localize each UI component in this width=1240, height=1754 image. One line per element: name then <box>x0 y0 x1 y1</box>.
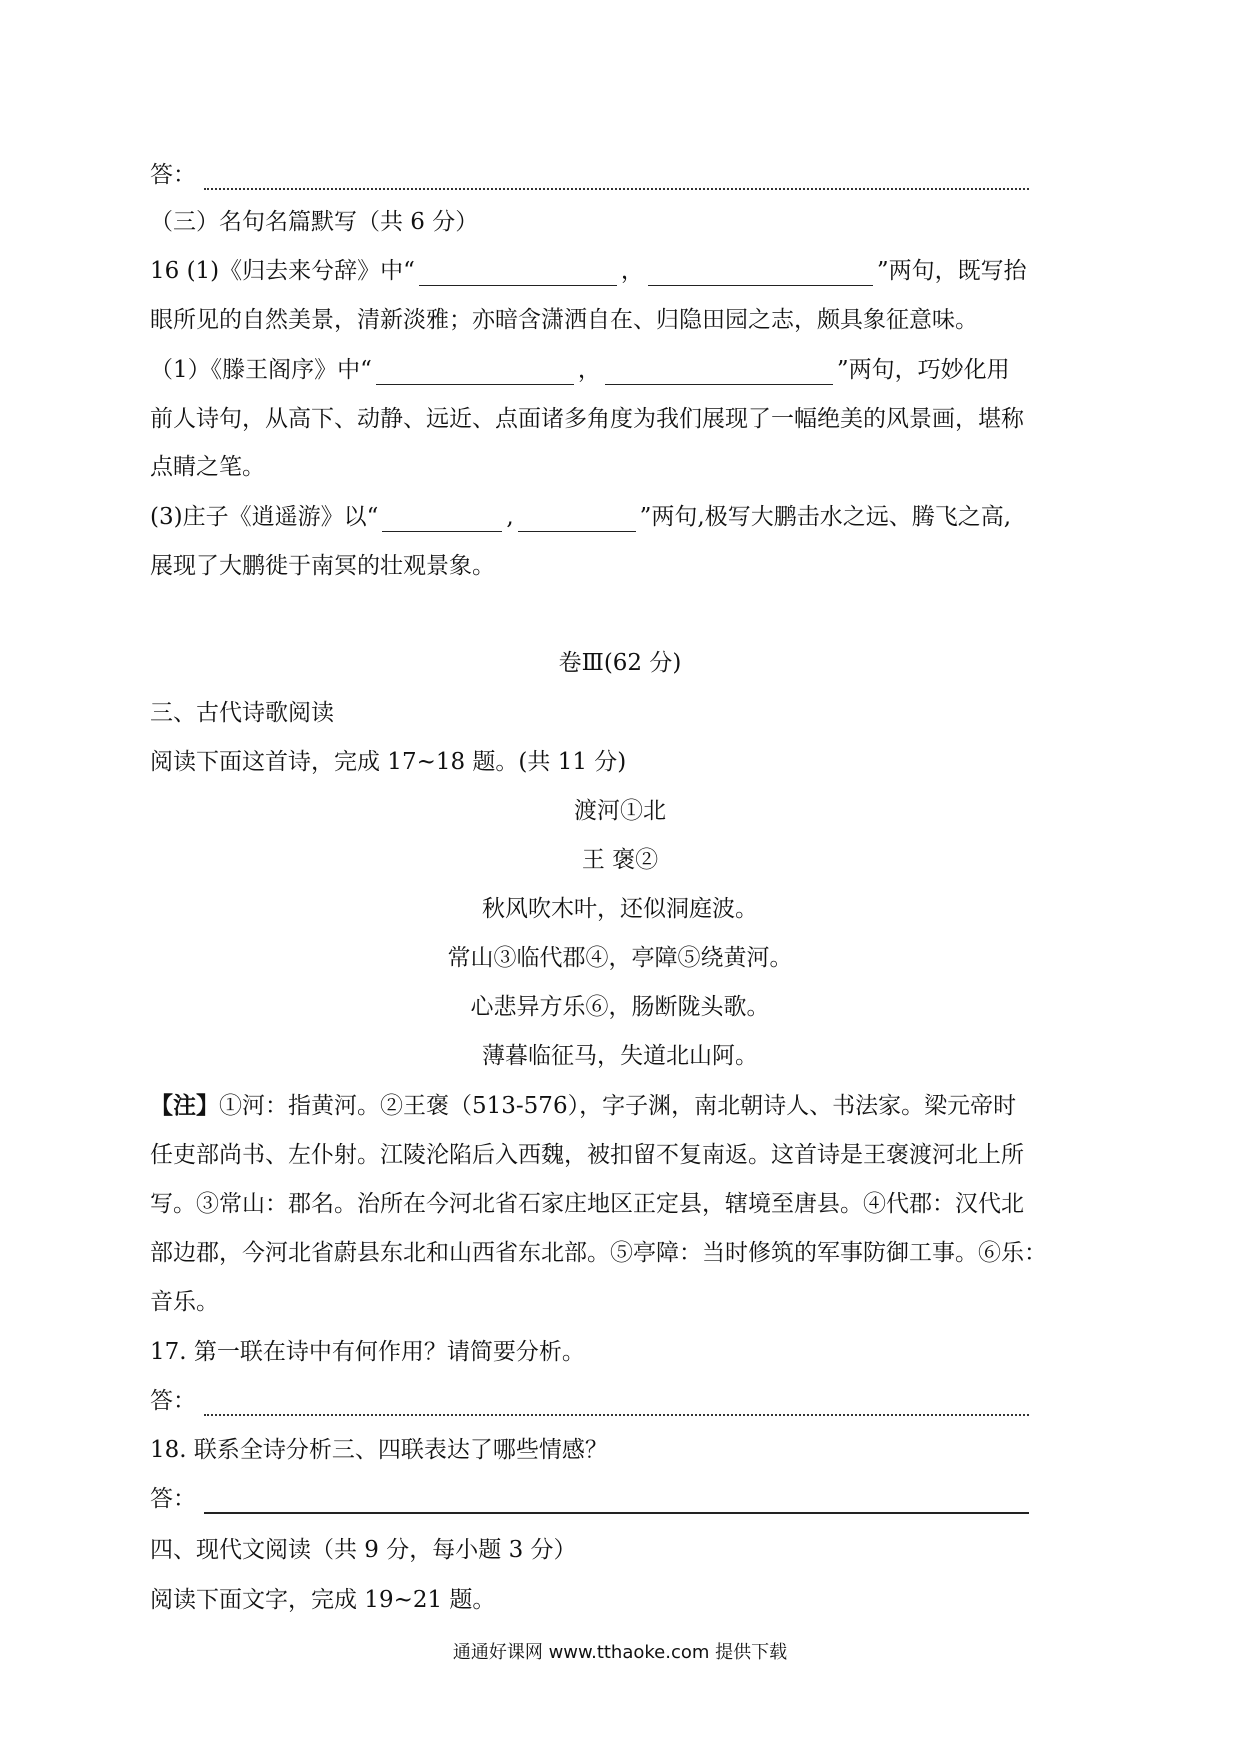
q18-answer-row <box>150 1484 1029 1514</box>
notes-label: 【注】 <box>150 1092 219 1119</box>
notes-line-3: 写。③常山：郡名。治所在今河北省石家庄地区正定县，辖境至唐县。④代郡：汉代北 <box>150 1191 1024 1217</box>
q18-answer-blank[interactable] <box>204 1492 1029 1514</box>
q16-part3-blank-a[interactable] <box>382 509 502 532</box>
q17-answer-row <box>150 1386 1029 1416</box>
part4-intro: 阅读下面文字，完成 19~21 题。 <box>150 1587 496 1613</box>
q16-part1-blank-a[interactable] <box>419 263 617 286</box>
answer-label: 答： <box>150 1388 196 1414</box>
q16-part3-line2: 展现了大鹏徙于南冥的壮观景象。 <box>150 553 495 579</box>
q16-part2-line3: 点睛之笔。 <box>150 454 265 480</box>
poem-line-1: 秋风吹木叶，还似洞庭波。 <box>482 896 758 922</box>
part3-heading: 三、古代诗歌阅读 <box>150 700 334 726</box>
q16-part2-blank-a[interactable] <box>376 362 574 385</box>
poem-line-3: 心悲异方乐⑥，肠断陇头歌。 <box>470 994 770 1020</box>
poem-intro: 阅读下面这首诗，完成 17~18 题。(共 11 分) <box>150 749 627 775</box>
notes-text-1: ①河：指黄河。②王褒（513-576），字子渊，南北朝诗人、书法家。梁元帝时 <box>219 1093 1017 1119</box>
answer-label: 答： <box>150 162 196 188</box>
q17-answer-blank[interactable] <box>204 1394 1029 1416</box>
part4-heading: 四、现代文阅读（共 9 分，每小题 3 分） <box>150 1537 577 1563</box>
poem-title: 渡河①北 <box>574 798 666 824</box>
answer-row <box>150 160 1029 190</box>
q16-comma-1: ， <box>620 258 644 284</box>
volume3-title: 卷Ⅲ(62 分) <box>558 650 682 676</box>
q16-part2 <box>150 355 1010 385</box>
q16-part2-line2: 前人诗句，从高下、动静、远近、点面诸多角度为我们展现了一幅绝美的风景画，堪称 <box>150 406 1024 432</box>
section3-title: （三）名句名篇默写（共 6 分） <box>150 209 479 235</box>
q16-part3-prefix: (3)庄子《逍遥游》以“ <box>150 504 379 530</box>
notes-line-5: 音乐。 <box>150 1289 219 1315</box>
q18: 18. 联系全诗分析三、四联表达了哪些情感？ <box>150 1437 608 1463</box>
q16-part1-blank-b[interactable] <box>648 263 873 286</box>
notes-line-2: 任吏部尚书、左仆射。江陵沦陷后入西魏，被扣留不复南返。这首诗是王褒渡河北上所 <box>150 1142 1024 1168</box>
poem-line-4: 薄暮临征马，失道北山阿。 <box>482 1043 758 1069</box>
q16-part3-blank-b[interactable] <box>518 509 636 532</box>
answer-blank[interactable] <box>204 168 1029 190</box>
q16-part3-suffix: ”两句,极写大鹏击水之远、腾飞之高, <box>639 504 1012 530</box>
answer-label: 答： <box>150 1486 196 1512</box>
notes-line-4: 部边郡，今河北省蔚县东北和山西省东北部。⑤亭障：当时修筑的军事防御工事。⑥乐： <box>150 1240 1047 1266</box>
q16-part3-comma: , <box>506 504 514 530</box>
q16-part1-suffix: ”两句，既写抬 <box>876 258 1027 284</box>
q16-part1 <box>150 256 1027 286</box>
q16-part3 <box>150 502 1011 532</box>
footer-watermark: 通通好课网 www.tthaoke.com 提供下载 <box>452 1642 788 1663</box>
q16-part2-suffix: ”两句，巧妙化用 <box>836 357 1010 383</box>
poem-line-2: 常山③临代郡④，亭障⑤绕黄河。 <box>447 945 793 971</box>
q16-comma-2: ， <box>577 357 601 383</box>
poem-author: 王 褒② <box>581 847 659 873</box>
q16-part1-prefix: 16 (1)《归去来兮辞》中“ <box>150 258 415 284</box>
q16-part2-prefix: （1）《滕王阁序》中“ <box>150 357 372 383</box>
q17: 17. 第一联在诗中有何作用？请简要分析。 <box>150 1339 585 1365</box>
q16-part2-blank-b[interactable] <box>605 362 833 385</box>
q16-part1-line2: 眼所见的自然美景，清新淡雅；亦暗含潇洒自在、归隐田园之志，颇具象征意味。 <box>150 307 978 333</box>
notes-line-1 <box>150 1091 1016 1121</box>
